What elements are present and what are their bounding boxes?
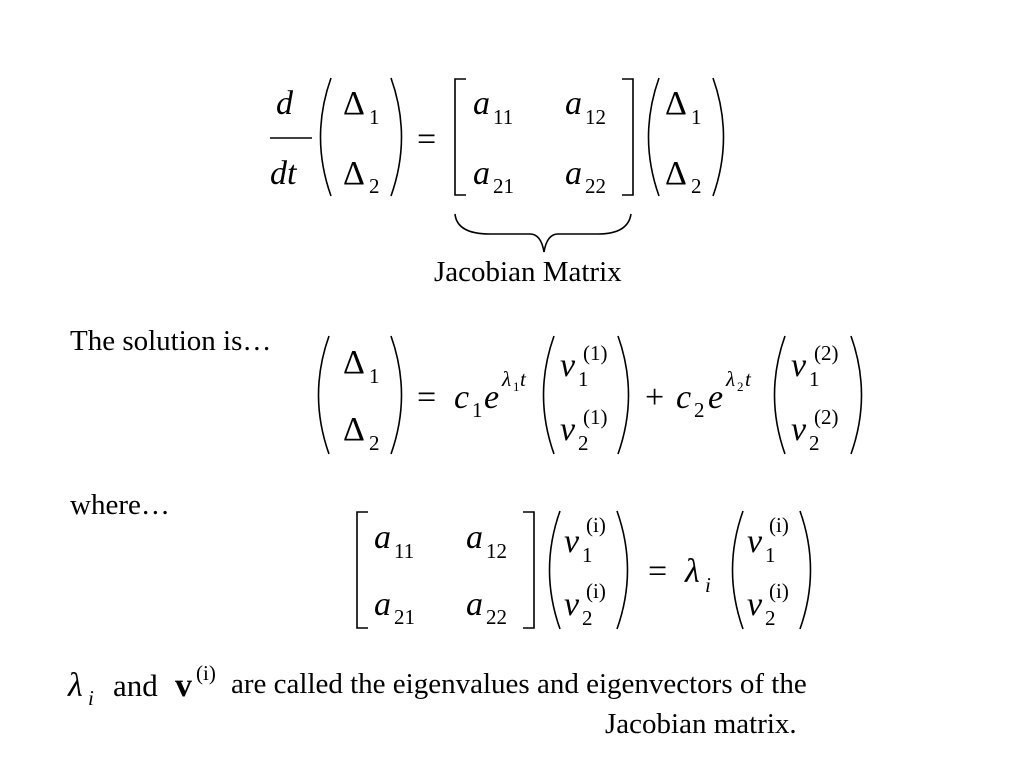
eq2-v2-2-sup: (2): [814, 405, 839, 429]
eq3-bracket-close: [523, 512, 534, 628]
eq1-left-paren-open: [321, 78, 332, 196]
eq1-equals: =: [417, 121, 437, 158]
stmt-v-sup: (i): [196, 661, 216, 685]
eq2-vec1-paren-close: [618, 336, 629, 454]
eq3-a22: a: [466, 586, 483, 623]
eq3-rhs-v-1-sup: (i): [769, 513, 789, 537]
eq2-v2-2: v: [791, 411, 807, 448]
eq2-equals: =: [417, 379, 437, 416]
eq1-bracket-open: [455, 79, 466, 195]
eq2-t2: t: [745, 367, 751, 391]
solution-intro: The solution is…: [70, 325, 272, 357]
jacobian-underbrace: [455, 214, 631, 252]
eigen-sentence-line1: are called the eigenvalues and eigenvectors of the: [231, 668, 807, 700]
eq3-v-1-sup: (i): [586, 513, 606, 537]
eq2-t1: t: [520, 367, 526, 391]
eq2-c2: c: [676, 379, 692, 416]
eq1-delta1-lhs: Δ: [343, 85, 365, 122]
eq1-delta1-rhs: Δ: [665, 85, 687, 122]
eq1-dt: dt: [270, 155, 297, 192]
eq3-equals: =: [648, 553, 668, 590]
where-label: where…: [70, 489, 170, 521]
eq2-v1-2-sup: (1): [583, 405, 608, 429]
eq2-v2-1-sup: (2): [814, 341, 839, 365]
stmt-bold-v: v: [175, 667, 192, 704]
equation-jacobian: [270, 78, 724, 252]
eq1-delta1-rhs-sub: 1: [691, 105, 702, 129]
eq2-vec2-paren-close: [851, 336, 862, 454]
stmt-lambda: λ: [68, 667, 83, 704]
eq2-delta2: Δ: [343, 411, 365, 448]
eq2-delta1-sub: 1: [369, 364, 380, 388]
eq3-rhs-paren-close: [800, 511, 811, 629]
eq2-v1-1-sup: (1): [583, 341, 608, 365]
eq3-a12-sub: 12: [486, 539, 507, 563]
eq3-a22-sub: 22: [486, 605, 507, 629]
eq1-left-paren-close: [391, 78, 402, 196]
eq2-delta1: Δ: [343, 344, 365, 381]
eq3-a21: a: [374, 586, 391, 623]
eq1-right-paren-open: [649, 78, 660, 196]
eq1-delta2-lhs: Δ: [343, 155, 365, 192]
eq2-plus: +: [645, 379, 665, 416]
eq3-bracket-open: [357, 512, 368, 628]
eq1-delta1-lhs-sub: 1: [369, 105, 380, 129]
jacobian-label: Jacobian Matrix: [434, 256, 622, 288]
eq2-lambda1-sub: 1: [513, 379, 520, 394]
eq3-lambda: λ: [685, 553, 700, 590]
eq2-paren-open: [319, 336, 330, 454]
eq3-vec-paren-close: [617, 511, 628, 629]
eq3-rhs-v-1-sub: 1: [765, 543, 776, 567]
eq1-a21: a: [473, 155, 490, 192]
eq1-right-paren-close: [713, 78, 724, 196]
eq2-vec2-paren-open: [775, 336, 786, 454]
eq1-a12-sub: 12: [585, 105, 606, 129]
eq2-v1-1: v: [560, 347, 576, 384]
eq3-rhs-v-2-sub: 2: [765, 606, 776, 630]
eq2-c1: c: [454, 379, 470, 416]
eigen-sentence-line2: Jacobian matrix.: [605, 708, 797, 740]
eq2-v1-1-sub: 1: [578, 367, 589, 391]
eq2-v1-2: v: [560, 411, 576, 448]
eq3-a21-sub: 21: [394, 605, 415, 629]
eq3-rhs-paren-open: [733, 511, 744, 629]
eq3-v-2-sub: 2: [582, 606, 593, 630]
eq2-e1: e: [484, 379, 500, 416]
eq2-delta2-sub: 2: [369, 431, 380, 455]
eq2-e2: e: [708, 379, 724, 416]
eq3-a12: a: [466, 519, 483, 556]
stmt-lambda-sub: i: [88, 686, 94, 710]
eq3-lambda-sub: i: [705, 573, 711, 597]
eq3-v-2-sup: (i): [586, 579, 606, 603]
stmt-and: and: [113, 668, 158, 703]
eq2-v2-1-sub: 1: [809, 367, 820, 391]
equation-solution: [319, 336, 862, 455]
eq1-a11-sub: 11: [493, 105, 514, 129]
equation-eigen: [357, 511, 811, 630]
eq3-a11: a: [374, 519, 391, 556]
eq3-rhs-v-2: v: [747, 586, 763, 623]
eq2-vec1-paren-open: [544, 336, 555, 454]
eq3-rhs-v-2-sup: (i): [769, 579, 789, 603]
eq1-bracket-close: [622, 79, 633, 195]
eq2-v2-2-sub: 2: [809, 431, 820, 455]
eq2-lambda2-sub: 2: [737, 379, 744, 394]
eq3-rhs-v-1: v: [747, 523, 763, 560]
eigen-statement-symbols: [67, 661, 216, 710]
eq2-c2-sub: 2: [694, 398, 705, 422]
eq3-vec-paren-open: [550, 511, 561, 629]
eq3-v-1-sub: 1: [582, 543, 593, 567]
eq2-v1-2-sub: 2: [578, 431, 589, 455]
eq1-delta2-rhs: Δ: [665, 155, 687, 192]
eq2-paren-close: [391, 336, 402, 454]
eq2-v2-1: v: [791, 347, 807, 384]
eq1-delta2-rhs-sub: 2: [691, 174, 702, 198]
eq2-c1-sub: 1: [472, 398, 483, 422]
eq3-v-2: v: [564, 586, 580, 623]
eq1-a11: a: [473, 85, 490, 122]
eq1-a22-sub: 22: [585, 174, 606, 198]
eq1-d: d: [276, 85, 293, 122]
eq1-a22: a: [565, 155, 582, 192]
eq1-a21-sub: 21: [493, 174, 514, 198]
eq2-lambda2: λ: [726, 367, 736, 391]
eq3-a11-sub: 11: [394, 539, 415, 563]
eq1-delta2-lhs-sub: 2: [369, 174, 380, 198]
eq1-a12: a: [565, 85, 582, 122]
eq3-v-1: v: [564, 523, 580, 560]
eq2-lambda1: λ: [502, 367, 512, 391]
